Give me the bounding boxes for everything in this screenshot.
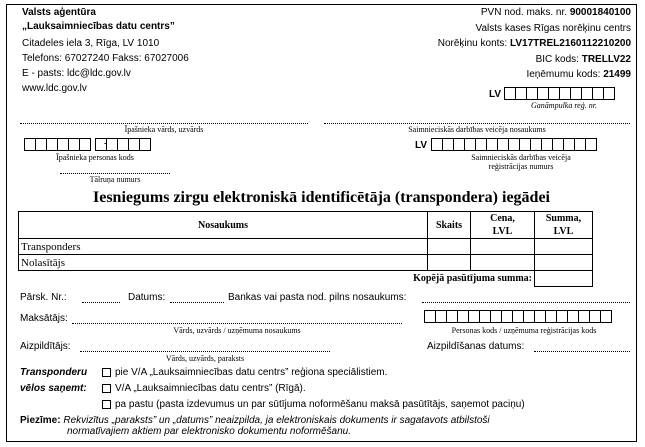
- checkbox-icon[interactable]: [102, 400, 111, 409]
- note-text-1: Rekvizītus „paraksts” un „datums” neaizpilda, ja elektroniskais dokuments ir sagatavots atbilstoši: [63, 415, 490, 426]
- herd-prefix: LV: [489, 89, 502, 100]
- agency-website: www.ldc.gov.lv: [22, 83, 87, 94]
- reader-price-cell[interactable]: [471, 255, 535, 271]
- delivery-label-2: vēlos saņemt:: [20, 383, 87, 394]
- agency-email: E - pasts: ldc@ldc.gov.lv: [22, 68, 131, 79]
- business-name-caption: Saimnieciskās darbības veicēja nosaukums: [408, 125, 546, 134]
- owner-phone-caption: Tālruņa numurs: [89, 175, 141, 184]
- herd-reg-caption: Ganāmpulka reģ. nr.: [531, 101, 597, 110]
- transponder-sum-cell[interactable]: [535, 239, 593, 255]
- owner-code-dash: -: [104, 138, 108, 149]
- payer-code-caption: Personas kods / uzņēmuma reģistrācijas kods: [451, 326, 597, 335]
- income-code: 21499: [603, 69, 631, 80]
- herd-reg-boxes[interactable]: [504, 87, 614, 100]
- owner-phone-line[interactable]: [60, 173, 170, 174]
- date-line[interactable]: [170, 302, 224, 303]
- agency-org: „Lauksaimniecības datu centrs”: [22, 21, 175, 32]
- owner-code-caption: Īpašnieka personas kods: [56, 153, 134, 162]
- note-label: Piezīme:: [20, 415, 61, 426]
- invoice-nr-line[interactable]: [82, 302, 120, 303]
- delivery-option-region[interactable]: pie V/A „Lauksaimniecības datu centrs” reģiona speciālistiem.: [98, 367, 387, 379]
- filler-caption: Vārds, uzvārds, paraksts: [165, 354, 245, 363]
- row-name-reader: Nolasītājs: [19, 255, 428, 271]
- owner-code-boxes[interactable]: [24, 138, 150, 151]
- delivery-option-riga[interactable]: V/A „Lauksaimniecības datu centrs” (Rīgā).: [98, 383, 306, 395]
- delivery-option-post[interactable]: pa pastu (pasta izdevumus un par sūtījuma noformēšanu maksā pasūtītājs, saņemot paciņu): [98, 399, 525, 411]
- bic-line: BIC kods: TRELLV22: [535, 54, 631, 65]
- col-header-sum: Summa, LVL: [535, 212, 593, 239]
- note-text-2: normatīvajiem aktiem par elektronisko dokumentu noformēšanu.: [67, 426, 352, 437]
- row-name-transponder: Transponders: [19, 239, 428, 255]
- col-header-name: Nosaukums: [19, 212, 428, 239]
- transponder-count-cell[interactable]: [428, 239, 471, 255]
- payer-code-boxes[interactable]: [424, 310, 611, 323]
- owner-name-caption: Īpašnieka vārds, uzvārds: [124, 125, 204, 134]
- payer-label: Maksātājs:: [20, 313, 68, 324]
- vat-line: PVN nod. maks. nr. 90001840100: [480, 7, 631, 18]
- table-row: [19, 239, 593, 255]
- invoice-nr-label: Pārsk. Nr.:: [20, 292, 67, 303]
- account-number: LV17TREL2160112210200: [509, 38, 631, 49]
- business-reg-caption-2: reģistrācijas numurs: [488, 162, 554, 171]
- date-label: Datums:: [128, 292, 166, 303]
- table-row: [19, 255, 593, 271]
- checkbox-icon[interactable]: [102, 384, 111, 393]
- business-prefix: LV: [415, 140, 428, 151]
- form-title: Iesniegums zirgu elektroniskā identificētāja (transpondera) iegādei: [92, 189, 550, 206]
- total-label: Kopējā pasūtījuma summa:: [19, 271, 535, 287]
- reader-sum-cell[interactable]: [535, 255, 593, 271]
- payer-caption: Vārds, uzvārds / uzņēmuma nosaukums: [173, 326, 301, 335]
- vat-number: 90001840100: [569, 7, 631, 18]
- business-name-line[interactable]: [324, 123, 630, 124]
- agency-name: Valsts aģentūra: [22, 7, 96, 18]
- fill-date-label: Aizpildīšanas datums:: [427, 341, 525, 352]
- delivery-label-1: Transponderu: [20, 367, 88, 378]
- checkbox-icon[interactable]: [102, 368, 111, 377]
- total-sum-cell[interactable]: [535, 271, 593, 287]
- bank-name-label: Bankas vai pasta nod. pilns nosaukums:: [228, 292, 407, 303]
- filler-line[interactable]: [80, 351, 330, 352]
- transponder-price-cell[interactable]: [471, 239, 535, 255]
- agency-phone: Telefons: 67027240 Fakss: 67027006: [22, 53, 189, 64]
- agency-address: Citadeles iela 3, Rīga, LV 1010: [22, 38, 160, 49]
- fill-date-line[interactable]: [534, 351, 630, 352]
- col-header-count: Skaits: [428, 212, 471, 239]
- order-table: [18, 211, 593, 287]
- bic-code: TRELLV22: [581, 54, 631, 65]
- col-header-price: Cena, LVL: [471, 212, 535, 239]
- reader-count-cell[interactable]: [428, 255, 471, 271]
- business-reg-caption-1: Saimnieciskās darbības veicēja: [471, 153, 571, 162]
- owner-name-line[interactable]: [20, 123, 308, 124]
- income-line: Ieņēmumu kods: 21499: [526, 69, 631, 80]
- bank-name-line[interactable]: [422, 302, 630, 303]
- account-line: Norēķinu konts: LV17TREL2160112210200: [437, 38, 631, 49]
- filler-label: Aizpildītājs:: [20, 341, 71, 352]
- treasury-name: Valsts kases Rīgas norēķinu centrs: [475, 23, 631, 34]
- payer-line[interactable]: [72, 323, 402, 324]
- business-reg-boxes[interactable]: [431, 138, 596, 151]
